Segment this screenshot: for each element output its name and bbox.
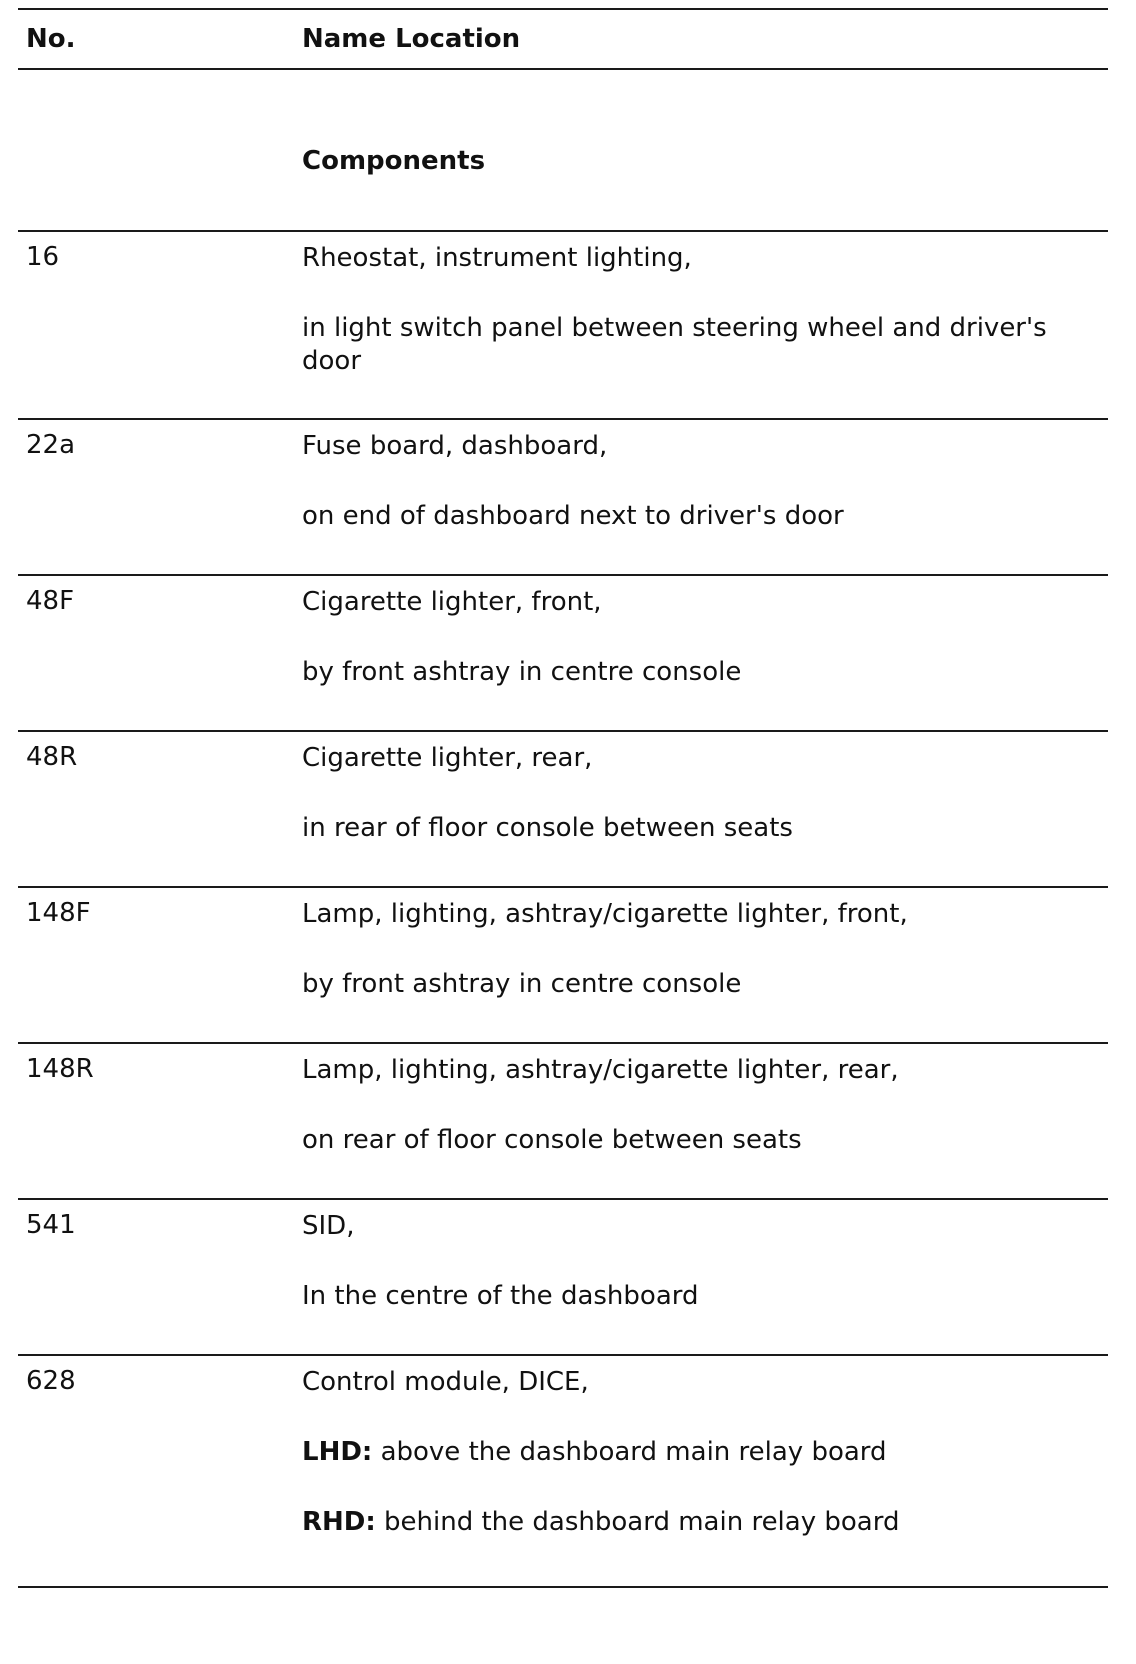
component-number: 628 xyxy=(26,1366,76,1396)
component-name: Lamp, lighting, ashtray/cigarette lighter, rear, xyxy=(302,1055,899,1085)
lhd-label: LHD: xyxy=(302,1437,373,1467)
component-name: Rheostat, instrument lighting, xyxy=(302,243,692,273)
header-no: No. xyxy=(26,24,76,54)
component-number: 48R xyxy=(26,742,78,772)
table-header xyxy=(18,10,1108,68)
table-row xyxy=(18,420,1108,574)
component-name: Cigarette lighter, rear, xyxy=(302,743,593,773)
component-number: 148F xyxy=(26,898,91,928)
lhd-note xyxy=(302,1436,1098,1469)
rhd-location: behind the dashboard main relay board xyxy=(375,1507,900,1537)
component-location: by front ashtray in centre console xyxy=(302,657,742,687)
component-description xyxy=(302,586,1108,730)
component-location: on end of dashboard next to driver's door xyxy=(302,501,844,531)
component-description xyxy=(302,1210,1108,1354)
component-number: 22a xyxy=(26,430,76,460)
component-location: in light switch panel between steering wheel and driver's door xyxy=(302,313,1047,376)
table-row xyxy=(18,888,1108,1042)
component-location: by front ashtray in centre console xyxy=(302,969,742,999)
component-name: Cigarette lighter, front, xyxy=(302,587,602,617)
section-heading xyxy=(18,70,1108,230)
component-description xyxy=(302,430,1108,574)
section-title: Components xyxy=(302,146,486,176)
lhd-location: above the dashboard main relay board xyxy=(372,1437,887,1467)
component-name: Lamp, lighting, ashtray/cigarette lighter, front, xyxy=(302,899,908,929)
component-name: SID, xyxy=(302,1211,355,1241)
component-number: 48F xyxy=(26,586,75,616)
rhd-note xyxy=(302,1506,1098,1539)
table-row xyxy=(18,1044,1108,1198)
component-location: on rear of floor console between seats xyxy=(302,1125,802,1155)
component-name: Control module, DICE, xyxy=(302,1367,589,1397)
table-row xyxy=(18,732,1108,886)
component-description xyxy=(302,242,1108,418)
component-number: 16 xyxy=(26,242,60,272)
component-description xyxy=(302,742,1108,886)
component-description xyxy=(302,1366,1108,1586)
component-name: Fuse board, dashboard, xyxy=(302,431,608,461)
bottom-rule xyxy=(18,1586,1108,1588)
table-row xyxy=(18,576,1108,730)
table-row xyxy=(18,232,1108,418)
component-description xyxy=(302,1054,1108,1198)
components-table xyxy=(18,8,1108,1588)
component-description xyxy=(302,898,1108,1042)
rhd-label: RHD: xyxy=(302,1507,376,1537)
component-number: 148R xyxy=(26,1054,94,1084)
component-location: in rear of floor console between seats xyxy=(302,813,793,843)
table-row xyxy=(18,1356,1108,1586)
component-number: 541 xyxy=(26,1210,76,1240)
component-location: In the centre of the dashboard xyxy=(302,1281,699,1311)
header-name-location: Name Location xyxy=(302,24,521,54)
table-row xyxy=(18,1200,1108,1354)
